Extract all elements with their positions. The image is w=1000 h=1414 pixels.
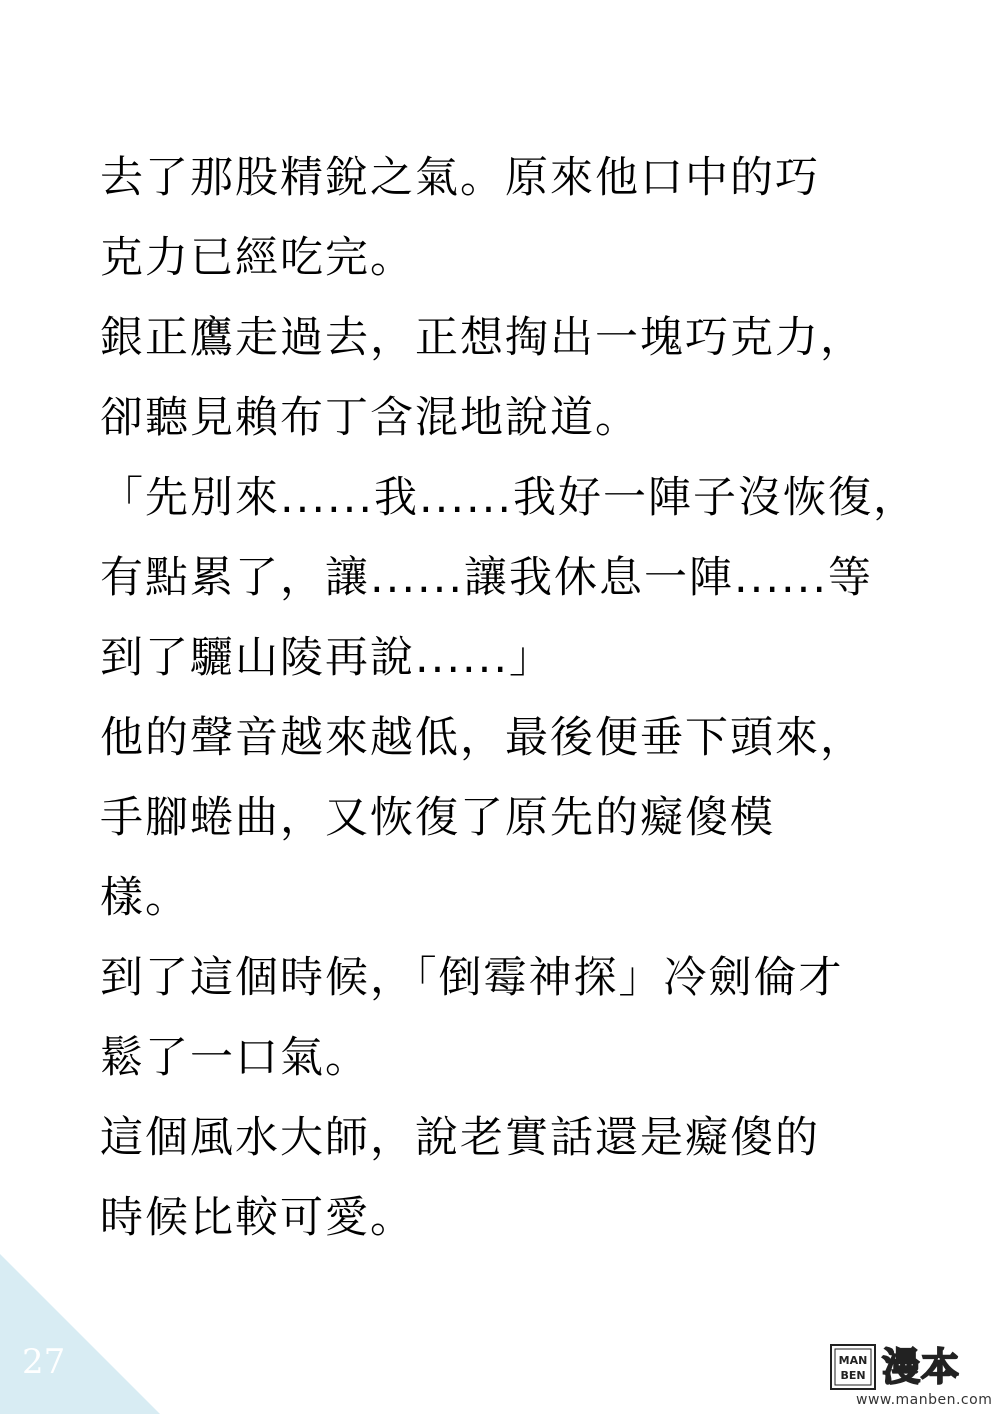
text-line: 卻聽見賴布丁含混地說道。 <box>100 393 640 443</box>
text-line: 銀正鷹走過去，正想掏出一塊巧克力， <box>100 313 865 363</box>
text-line: 樣。 <box>100 873 190 923</box>
watermark <box>826 1344 994 1410</box>
manben-logo-icon <box>830 1344 876 1390</box>
svg-text:BEN: BEN <box>840 1369 866 1382</box>
text-line: 克力已經吃完。 <box>100 233 415 283</box>
watermark-url: www.manben.com <box>856 1392 993 1408</box>
corner-triangle <box>0 1254 160 1414</box>
text-line: 時候比較可愛。 <box>100 1193 415 1243</box>
watermark-name: 漫本 <box>882 1345 961 1389</box>
text-line: 他的聲音越來越低，最後便垂下頭來， <box>100 713 865 763</box>
text-line: 手腳蜷曲，又恢復了原先的癡傻模 <box>100 793 775 843</box>
text-line: 這個風水大師，說老實話還是癡傻的 <box>100 1113 820 1163</box>
text-line: 到了這個時候，「倒霉神探」冷劍倫才 <box>100 953 844 1003</box>
svg-text:MAN: MAN <box>838 1354 868 1367</box>
text-line: 到了驪山陵再說......」 <box>100 633 555 683</box>
text-line: 去了那股精銳之氣。原來他口中的巧 <box>100 153 820 203</box>
body-text <box>100 138 960 1258</box>
text-line: 鬆了一口氣。 <box>100 1033 370 1083</box>
page-number: 27 <box>22 1342 66 1382</box>
text-line: 有點累了，讓......讓我休息一陣......等 <box>100 553 874 603</box>
text-line: 「先別來......我......我好一陣子沒恢復， <box>100 473 919 523</box>
